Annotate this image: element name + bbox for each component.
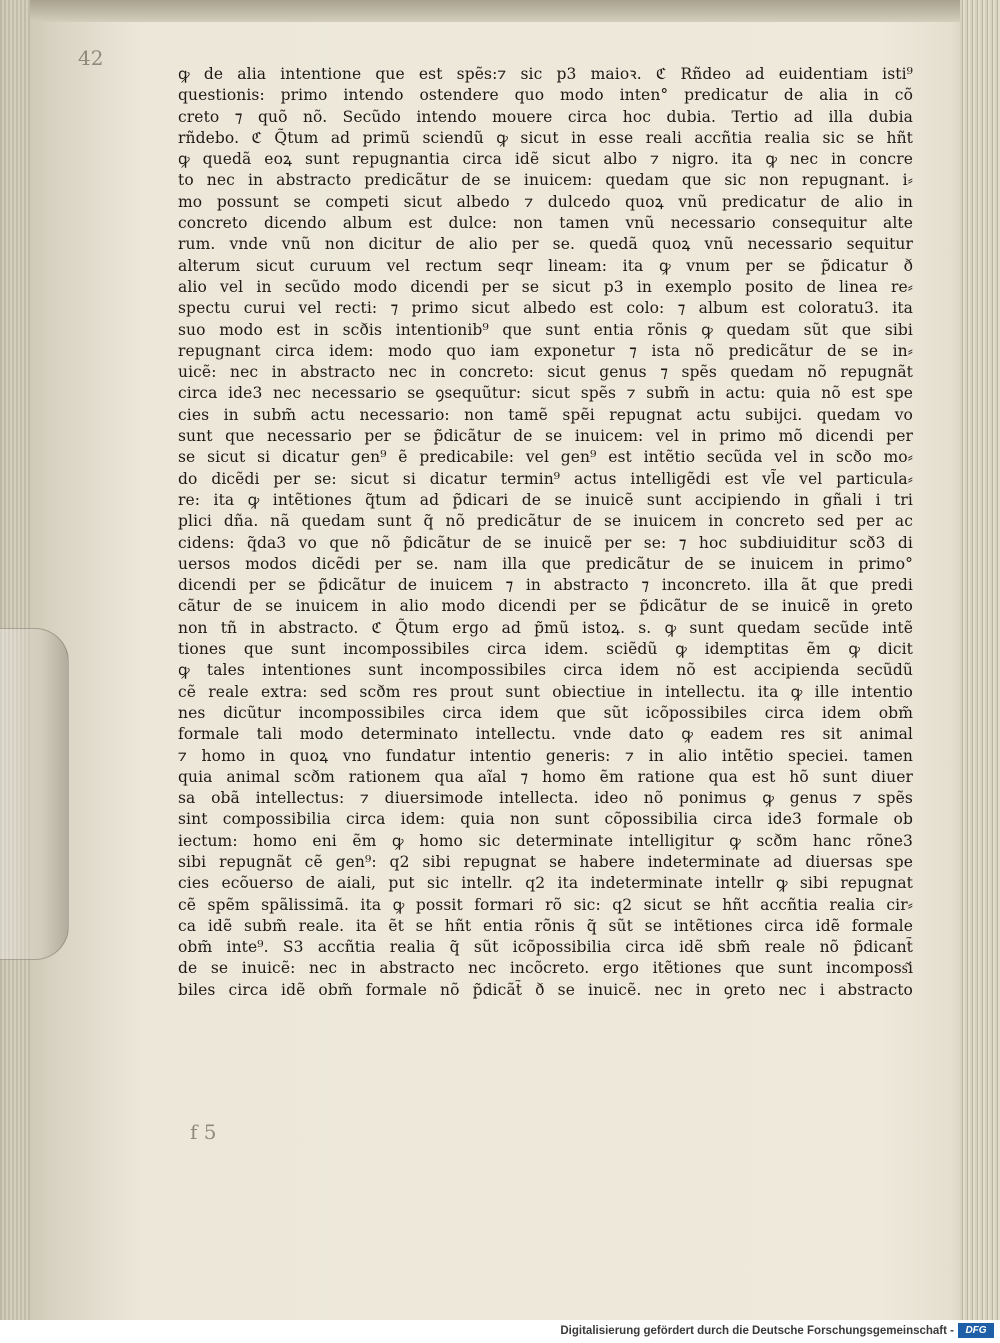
- dfg-logo: DFG: [958, 1323, 994, 1338]
- text-line: cies ecõuerso de aiali, put sic intellr. q2 ita indeterminate intellr ꝙ sibi repugnat: [178, 874, 913, 893]
- text-line: iectum: homo eni ẽm ꝙ homo sic determinate intelligitur ꝙ scðm hanc rõne3: [178, 831, 913, 850]
- text-line: cẽ reale extra: sed scðm res prout sunt obiectiue in intellectu. ita ꝙ ille intentio: [178, 682, 913, 701]
- text-line: dicendi per se p̃dicãtur de inuicem ⁊ in abstracto ⁊ inconcreto. illa ãt que predi: [178, 576, 913, 595]
- text-line: do dicẽdi per se: sicut si dicatur termin⁹ actus intelligẽdi est vl̃e vel particula⸗: [178, 469, 913, 488]
- text-line: biles circa idẽ obm̃ formale nõ p̃dicãt̃ ð se inuicẽ. nec in ꝯreto nec i abstracto: [178, 980, 913, 999]
- text-line: rum. vnde vnũ non dicitur de alio per se. quedã quoꝝ vnũ necessario sequitur: [178, 235, 913, 254]
- text-line: re: ita ꝙ intẽtiones q̃tum ad p̃dicari de se inuicẽ sunt accipiendo in gñali i tri: [178, 490, 913, 509]
- text-line: cies in subm̃ actu necessario: non tamẽ spẽi repugnat actu subijci. quedam vo: [178, 405, 913, 424]
- text-line: creto ⁊ quõ nõ. Secũdo intendo mouere circa hoc dubia. Tertio ad illa dubia: [178, 107, 913, 126]
- text-line: to nec in abstracto predicãtur de se inuicem: quedam que sic non repugnant. i⸗: [178, 171, 913, 190]
- text-line: sa obã intellectus: ⁊ diuersimode intellecta. ideo nõ ponimus ꝙ genus ⁊ spẽs: [178, 789, 913, 808]
- text-line: tiones que sunt incompossibiles circa idem. sciẽdũ ꝙ idemptitas ẽm ꝙ dicit: [178, 640, 913, 659]
- text-line: se sicut si dicatur gen⁹ ẽ predicabile: vel gen⁹ est intẽtio secũda vel in scðo mo⸗: [178, 448, 913, 467]
- text-column: [178, 64, 913, 1001]
- text-line: cãtur de se inuicem in alio modo dicendi per se p̃dicãtur de se inuicẽ in ꝯreto: [178, 597, 913, 616]
- book-clip: [0, 628, 69, 960]
- text-line: uicẽ: nec in abstracto nec in concreto: sicut genus ⁊ spẽs quedam nõ repugnãt: [178, 363, 913, 382]
- text-line: quia animal scðm rationem qua aĩal ⁊ homo ẽm ratione qua est hõ sunt diuer: [178, 767, 913, 786]
- text-line: repugnant circa idem: modo quo iam exponetur ⁊ ista nõ predicãtur de se in⸗: [178, 341, 913, 360]
- text-line: cidens: q̃da3 vo que nõ p̃dicãtur de se inuicẽ per se: ⁊ hoc subdiuiditur scð3 di: [178, 533, 913, 552]
- text-line: obm̃ inte⁹. S3 accñtia realia q̃ sũt icõpossibilia circa idẽ sbm̃ reale nõ p̃dicant̃: [178, 938, 913, 957]
- text-line: formale tali modo determinato intellectu. vnde dato ꝙ eadem res sit animal: [178, 725, 913, 744]
- text-line: mo possunt se competi sicut albedo ⁊ dulcedo quoꝝ vnũ predicatur de alio in: [178, 192, 913, 211]
- text-line: concreto dicendo album est dulce: non tamen vnũ necessario consequitur alte: [178, 214, 913, 233]
- text-line: uersos modos dicẽdi per se. nam illa que predicãtur de se inuicem in primo°: [178, 554, 913, 573]
- text-line: ꝙ tales intentiones sunt incompossibiles circa idem nõ est accipienda secũdũ: [178, 661, 913, 680]
- page-edge-right: [960, 0, 1000, 1320]
- text-line: sibi repugnãt cẽ gen⁹: q2 sibi repugnat se habere indeterminate ad diuersas spe: [178, 852, 913, 871]
- text-line: non tñ in abstracto. ℭ Q̃tum ergo ad p̃mũ istoꝝ. s. ꝙ sunt quedam secũde intẽ: [178, 618, 913, 637]
- text-line: sint compossibilia circa idem: quia non sunt cõpossibilia circa ide3 formale ob: [178, 810, 913, 829]
- text-line: spectu curui vel recti: ⁊ primo sicut albedo est colo: ⁊ album est coloratu3. ita: [178, 299, 913, 318]
- footer-credit: Digitalisierung gefördert durch die Deutsche Forschungsgemeinschaft -: [560, 1325, 954, 1337]
- text-line: nes dicũtur incompossibiles circa idem que sũt icõpossibiles circa idem obm̃: [178, 703, 913, 722]
- page-top-edge: [30, 0, 960, 22]
- margin-note-top: 42: [78, 46, 104, 70]
- text-line: alio vel in secũdo modo dicendi per se sicut p3 in exemplo posito de linea re⸗: [178, 277, 913, 296]
- text-line: rñdebo. ℭ Q̃tum ad primũ sciendũ ꝙ sicut in esse reali accñtia realia sic se hñt: [178, 128, 913, 147]
- text-line: cẽ spẽm spãlissimã. ita ꝙ possit formari rõ sic: q2 sicut se hñt accñtia realia cir⸗: [178, 895, 913, 914]
- text-line: circa ide3 nec necessario se ꝯsequũtur: sicut spẽs ⁊ subm̃ in actu: quia nõ est spe: [178, 384, 913, 403]
- text-line: ca idẽ subm̃ reale. ita ẽt se hñt entia rõnis q̃ sũt se intẽtiones circa idẽ formale: [178, 916, 913, 935]
- margin-note-bottom: f 5: [190, 1120, 217, 1144]
- text-line: questionis: primo intendo ostendere quo modo inten° predicatur de alia in cõ: [178, 86, 913, 105]
- text-line: ꝙ quedã eoꝝ sunt repugnantia circa idẽ sicut albo ⁊ nigro. ita ꝙ nec in concre: [178, 150, 913, 169]
- text-line: ꝙ de alia intentione que est spẽs:⁊ sic p3 maioꝛ. ℭ Rñdeo ad euidentiam isti⁹: [178, 65, 913, 83]
- text-line: alterum sicut curuum vel rectum seqr lineam: ita ꝙ vnum per se p̃dicatur ð: [178, 256, 913, 275]
- text-line: de se inuicẽ: nec in abstracto nec incõcreto. ergo itẽtiones que sunt incomposs͂i: [178, 959, 913, 978]
- text-line: ⁊ homo in quoꝝ vno fundatur intentio generis: ⁊ in alio intẽtio speciei. tamen: [178, 746, 913, 765]
- text-line: sunt que necessario per se p̃dicãtur de se inuicem: vel in primo mõ dicendi per: [178, 427, 913, 446]
- text-line: suo modo est in scðis intentionib⁹ que sunt entia rõnis ꝙ quedam sũt que sibi: [178, 320, 913, 339]
- text-line: plici dña. nã quedam sunt q̃ nõ predicãtur de se inuicem in concreto sed per ac: [178, 512, 913, 531]
